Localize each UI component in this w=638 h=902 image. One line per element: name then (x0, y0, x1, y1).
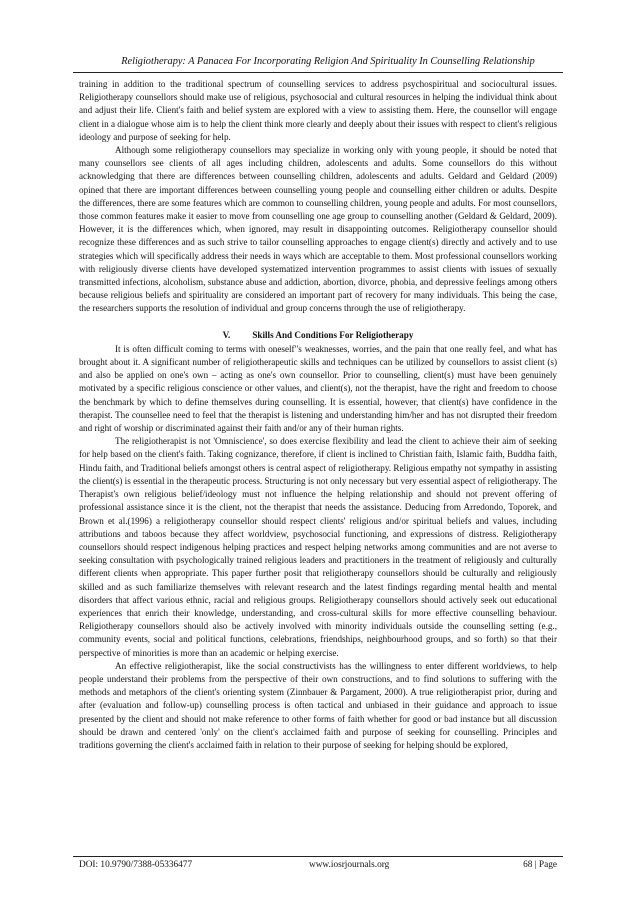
paragraph-section-1: It is often difficult coming to terms with oneself"s weaknesses, worries, and the pain that one really feel, and what has brought about it. A significant number of religiotherapeutic skills and techniques can be utilized by counsellors to assist client (s) and also be applied on one's own – acting as one's own counsellor. Prior to counselling, client(s) must have been genuinely motivated by a specific religious conscience or other values, and client(s), not the therapist, have the right and freedom to choose the benchmark by which to define themselves during counselling. It is essential, however, that client(s) have confidence in the therapist. The counsellee need to feel that the therapist is listening and understanding him/her and has not disrupted their freedom and right of worship or discriminated against their faith and/or any of their human rights. (79, 343, 557, 434)
footer-rule (73, 856, 563, 857)
paragraph-intro-2: Although some religiotherapy counsellors may specialize in working only with young people, it should be noted that many counsellors see clients of all ages including children, adolescents and adults. Some counsellors do this without acknowledging that there are differences between counselling children, adolescents and adults. Geldard and Geldard (2009) opined that there are important differences between counselling young people and counselling either children or adults. Despite the differences, there are some features which are common to counselling children, young people and adults. For most counsellors, those common features make it easier to move from counselling one age group to counselling another (Geldard & Geldard, 2009). However, it is the differences which, when ignored, may result in disappointing outcomes. Religiotherapy counsellor should recognize these differences and as such strive to tailor counselling approaches to engage client(s) directly and actively and to use strategies which will specifically address their needs in ways which are acceptable to them. Most professional counsellors working with religiously diverse clients have developed systematized intervention programmes to assist clients with issues of sexually transmitted infections, alcoholism, substance abuse and addiction, abortion, divorce, phobia, and depressive feelings among others because religious beliefs and spirituality are considered an important part of recovery for many individuals. This being the case, the researchers supports the resolution of individual and group concerns through the use of religiotherapy. (79, 145, 557, 314)
section-heading (79, 329, 557, 342)
running-header: Religiotherapy: A Panacea For Incorporating Religion And Spirituality In Counselling Relationship (121, 56, 535, 67)
footer-url[interactable]: www.iosrjournals.org (309, 860, 390, 870)
paragraph-section-3: An effective religiotherapist, like the social constructivists has the willingness to enter different worldviews, to help people understand their problems from the perspective of their own constructions, and to find solutions to suffering with the methods and metaphors of the client's orienting system (Zinnbauer & Pargament, 2000). A true religiotherapist prior, during and after (evaluation and follow-up) counselling process is often tactical and unbiased in their guidance and approach to issue presented by the client and should not make reference to other forms of faith whether for good or bad instance but all discussion should be drawn and centered 'only' on the client's acclaimed faith and purpose of seeking for counselling. Principles and traditions governing the client's acclaimed faith in relation to their purpose of seeking for helping should be explored, (79, 660, 557, 750)
paragraph-intro-1: training in addition to the traditional spectrum of counselling services to address psychospiritual and sociocultural issues. Religiotherapy counsellors should make use of religious, psychosocial and cultural resources in helping the individual think about and adjust their life. Client's faith and belief system are explored with a view to assisting them. Here, the counsellor will engage client in a dialogue whose aim is to help the client think more clearly and deeply about their issues with respect to client's religious ideology and purpose of seeking for help. (79, 79, 557, 142)
section-number: V. (222, 329, 231, 340)
footer-doi: DOI: 10.9790/7388-05336477 (79, 860, 193, 870)
header-rule (73, 72, 563, 73)
body-text (79, 78, 557, 752)
paragraph-section-2: The religiotherapist is not 'Omniscience', so does exercise flexibility and lead the client to achieve their aim of seeking for help based on the client's faith. Taking cognizance, therefore, if client is inclined to Christian faith, Islamic faith, Buddha faith, Hindu faith, and Traditional beliefs amongst others is central aspect of religiotherapy. Religious empathy not sympathy in assisting the client(s) is essential in the therapeutic process. Structuring is not only necessary but very essential aspect of religiotherapy. The Therapist's own religious belief/ideology must not influence the helping relationship and should not prevent offering of professional assistance since it is the client, not the therapist that needs the assistance. Deducing from Arredondo, Toporek, and Brown et al.(1996) a religiotherapy counsellor should respect clients' religious and/or spiritual beliefs and values, including attributions and taboos because they affect worldview, psychosocial functioning, and expressions of distress. Religiotherapy counsellors should respect indigenous helping practices and respect helping networks among communities and are not averse to seeking consultation with psychologically trained religious leaders and practitioners in the treatment of religiously and culturally different clients when appropriate. This paper further posit that religiotherapy counsellors should be culturally and religiously skilled and as such familiarize themselves with relevant research and the latest findings regarding mental health and mental disorders that affect various ethnic, racial and religious groups. Religiotherapy counsellors should actively seek out educational experiences that enrich their knowledge, understanding, and cross-cultural skills for more effective counselling behaviour. Religiotherapy counsellors should also be actively involved with minority individuals outside the counselling setting (e.g., community events, social and political functions, celebrations, friendships, neighbourhood groups, and so forth) so that their perspective of minorities is more than an academic or helping exercise. (79, 436, 557, 658)
footer-page-number: 68 | Page (523, 860, 557, 870)
section-title: Skills And Conditions For Religiotherapy (252, 329, 414, 340)
